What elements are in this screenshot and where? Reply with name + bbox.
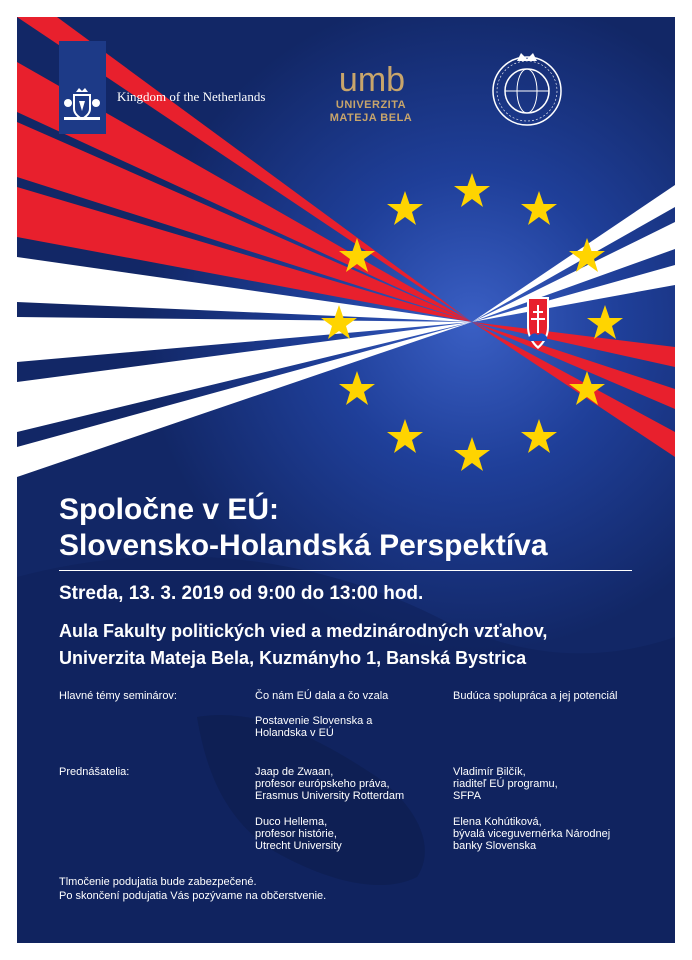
venue-line2: Univerzita Mateja Bela, Kuzmányho 1, Banská Bystrica (59, 648, 527, 668)
speaker-name: Vladimír Bilčík, (453, 766, 526, 778)
topic-item (255, 715, 372, 739)
topic-item: Budúca spolupráca a jej potenciál (453, 690, 618, 702)
speaker-entry (255, 816, 342, 852)
speaker-entry (453, 816, 610, 852)
title-divider (59, 570, 632, 571)
footer-line1: Tlmočenie podujatia bude zabezpečené. (59, 876, 257, 888)
topic-item: Čo nám EÚ dala a čo vzala (255, 690, 389, 702)
topic-item-line: Postavenie Slovenska a (255, 715, 373, 727)
speaker-role: bývalá viceguvernérka Národnej (453, 828, 611, 840)
speaker-affiliation: Utrecht University (255, 840, 342, 852)
speaker-name: Duco Hellema, (255, 816, 328, 828)
speaker-role: profesor európskeho práva, (255, 778, 390, 790)
venue-line1: Aula Fakulty politických vied a medzinárodných vzťahov, (59, 621, 548, 641)
umb-logo-mark (317, 61, 427, 97)
speakers-label: Prednášatelia: (59, 766, 130, 778)
speaker-role: profesor histórie, (255, 828, 337, 840)
speaker-role: riaditeľ EÚ programu, (453, 778, 558, 790)
background-graphic (17, 17, 675, 943)
speaker-affiliation: Erasmus University Rotterdam (255, 790, 405, 802)
topics-label: Hlavné témy seminárov: (59, 690, 177, 702)
topic-item-line: Holandska v EÚ (255, 727, 334, 739)
netherlands-coat-of-arms-icon (62, 87, 102, 123)
poster (17, 17, 675, 943)
speaker-affiliation: banky Slovenska (453, 840, 537, 852)
umb-logo-line2: MATEJA BELA (329, 112, 413, 124)
event-title-line1: Spoločne v EÚ: (59, 493, 280, 526)
speaker-affiliation: SFPA (453, 790, 481, 802)
speaker-entry (453, 766, 558, 802)
speaker-entry (255, 766, 404, 802)
event-date: Streda, 13. 3. 2019 od 9:00 do 13:00 hod. (59, 583, 424, 604)
umb-logo-line1: UNIVERZITA (335, 99, 407, 111)
speaker-name: Elena Kohútiková, (453, 816, 542, 828)
netherlands-logo-text: Kingdom of the Netherlands (117, 89, 266, 104)
event-title-line2: Slovensko-Holandská Perspektíva (59, 529, 548, 562)
footer-line2: Po skončení podujatia Vás pozývame na občerstvenie. (59, 890, 327, 902)
speaker-name: Jaap de Zwaan, (255, 766, 334, 778)
faculty-seal-icon (477, 49, 577, 129)
umb-logo-letters: umb (338, 61, 406, 97)
